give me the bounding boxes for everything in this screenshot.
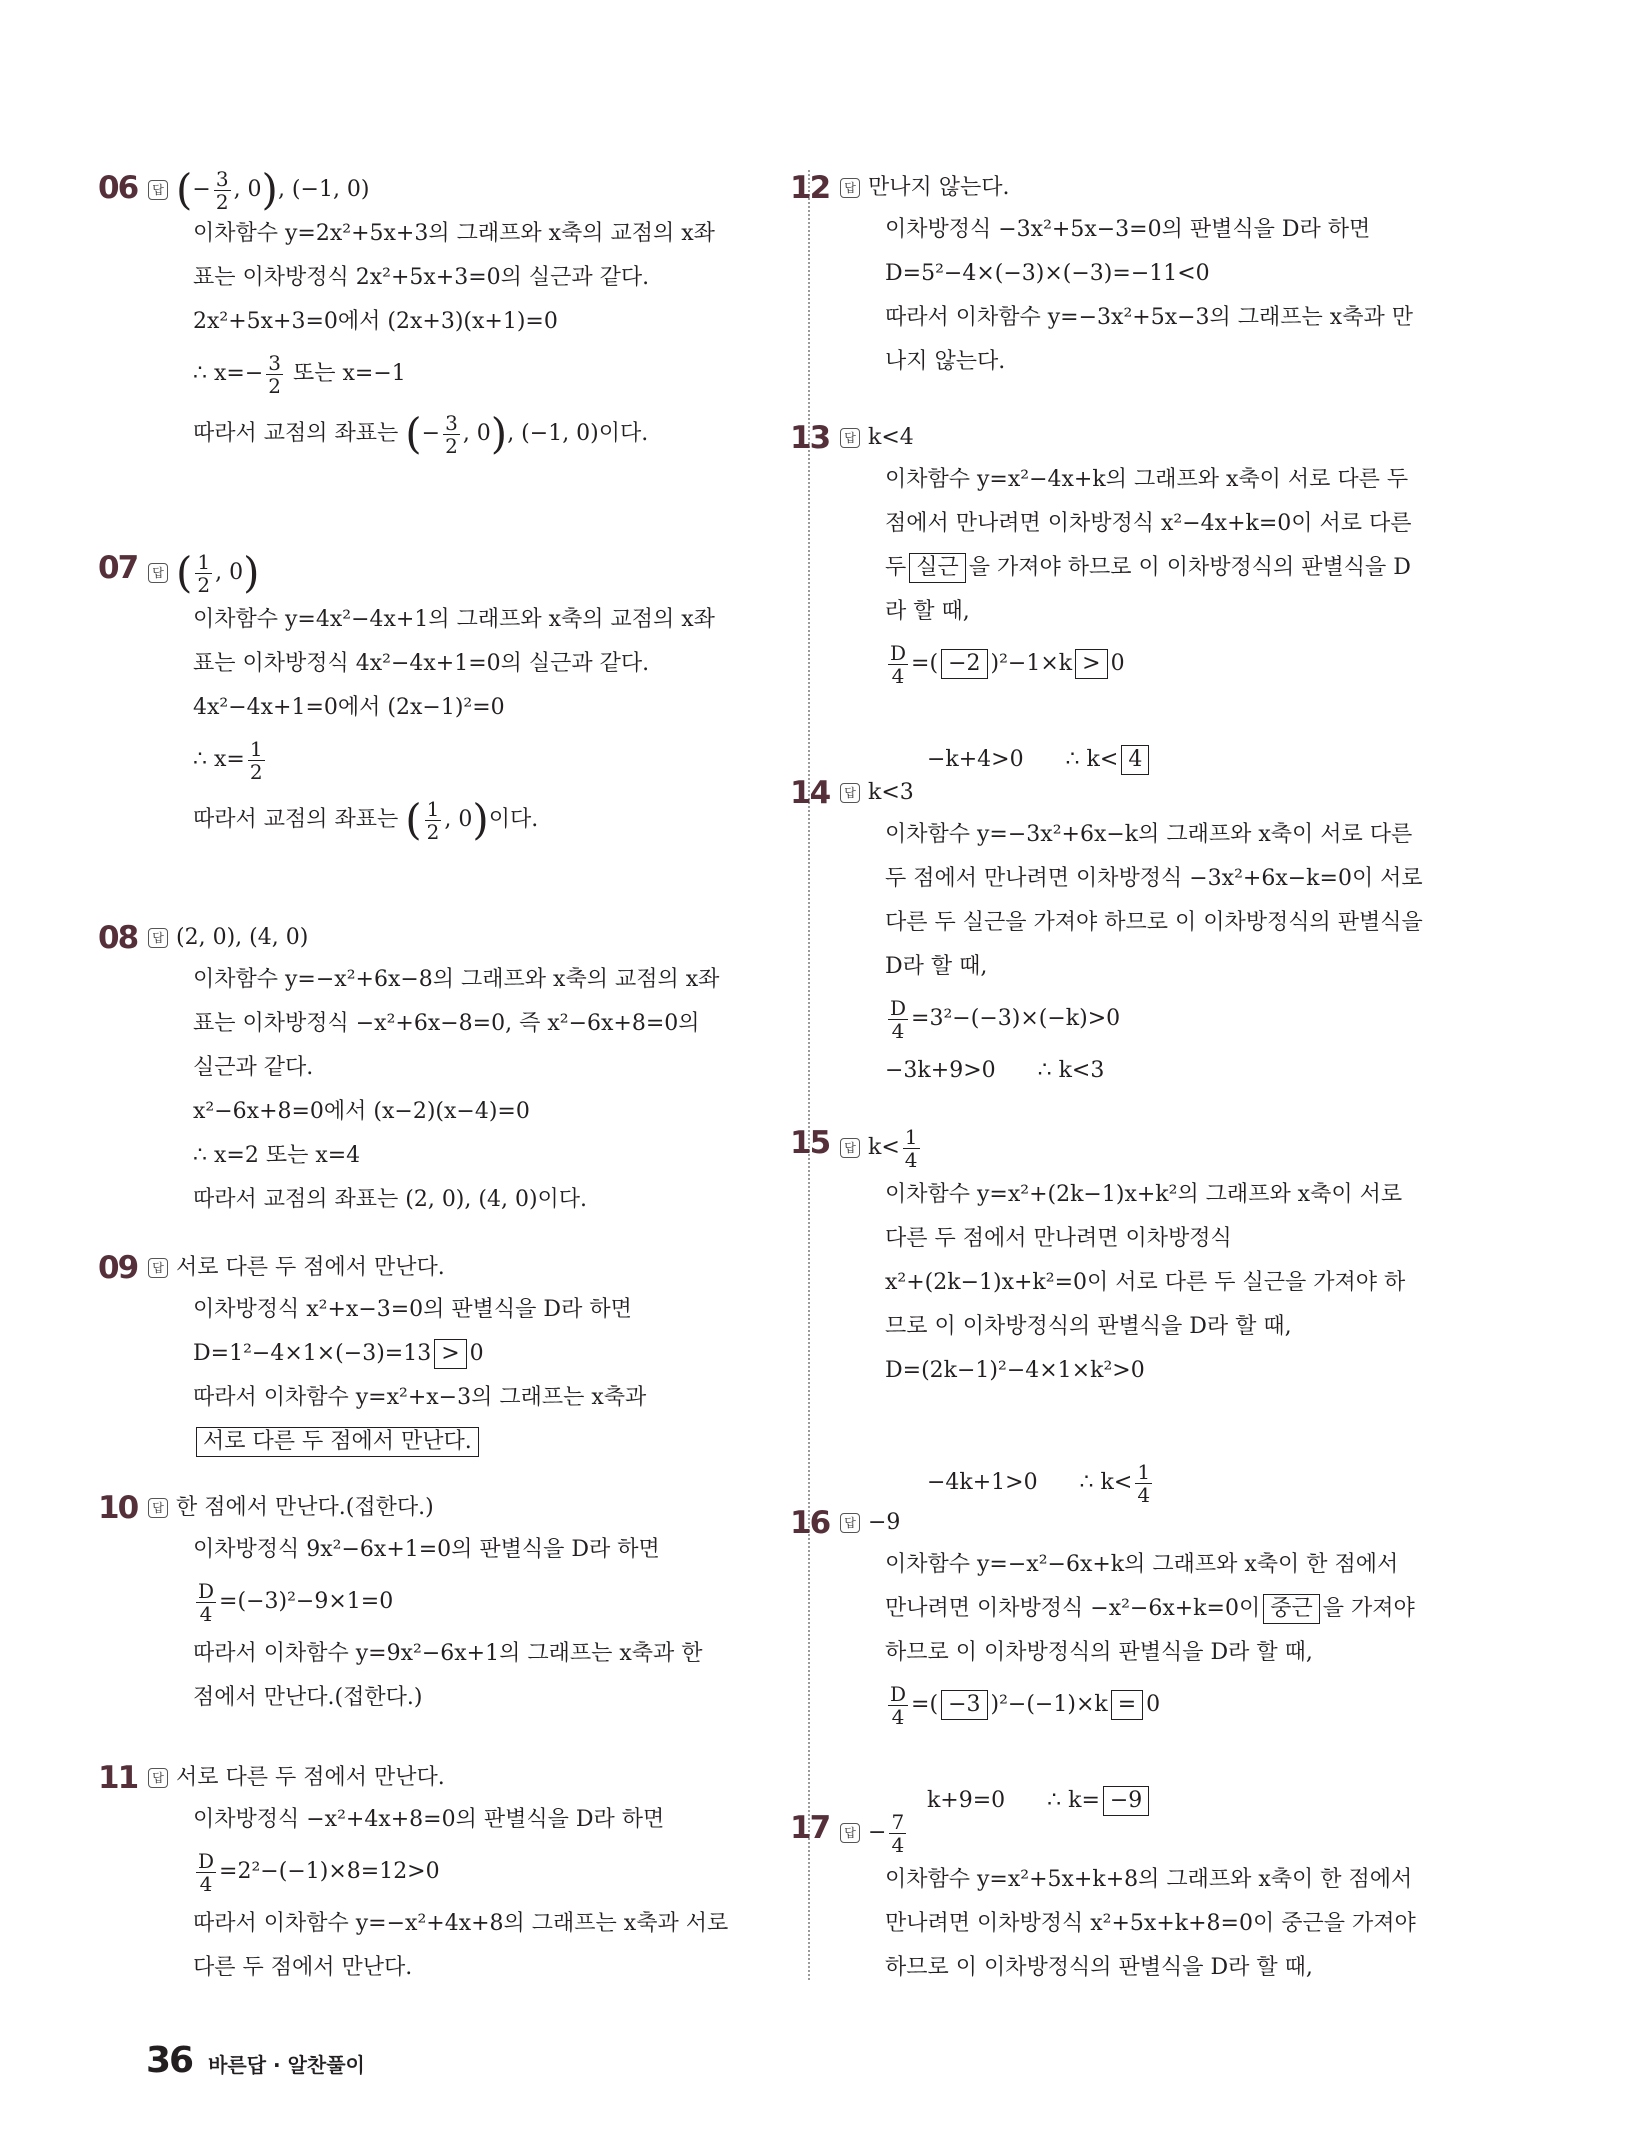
answer-line: 답 서로 다른 두 점에서 만난다. [148,1758,780,1798]
text-line: 2x²+5x+3=0에서 (2x+3)(x+1)=0 [193,309,558,334]
text-line: −k+4>0 ∴ k< 4 [885,694,1480,826]
text-line: 따라서 이차함수 y=−3x²+5x−3의 그래프는 x축과 만 [885,305,1413,330]
text-line: D라 할 때, [885,954,988,979]
text-line: 이차함수 y=−x²+6x−8의 그래프와 x축의 교점의 x좌 [193,967,720,992]
answer-icon: 답 [148,1258,168,1278]
left-column [98,165,780,1990]
answer-line: 답 만나지 않는다. [840,168,1480,208]
problem-number: 11 [98,1760,138,1796]
answer-icon: 답 [840,178,860,198]
problem-number: 14 [790,775,830,811]
answer-line: 답 k<3 [840,773,1480,813]
text-line: 이차함수 y=x²+(2k−1)x+k²의 그래프와 x축이 서로 [885,1182,1403,1207]
answer-icon: 답 [840,1513,860,1533]
text-line: 두 점에서 만나려면 이차방정식 −3x²+6x−k=0이 서로 [885,866,1423,891]
text-line: 이차방정식 9x²−6x+1=0의 판별식을 D라 하면 [193,1537,660,1562]
text-line: $\frac{D}{4}$ =( −2 )²−1×k > 0 [890,640,1125,688]
answer-line: 답 −9 [840,1503,1480,1543]
text-line: 이차방정식 x²+x−3=0의 판별식을 D라 하면 [193,1297,632,1322]
problem-17 [790,1808,1480,1990]
text-line: ∴ x=− $\frac{3}{2}$ 또는 x=−1 [193,350,406,398]
answer-icon: 답 [840,428,860,448]
text-line: 이차방정식 −x²+4x+8=0의 판별식을 D라 하면 [193,1807,665,1832]
text-line: $\frac{D}{4}$ =2²−(−1)×8=12>0 [198,1848,440,1896]
answer-icon: 답 [148,1768,168,1788]
answer-icon: 답 [840,783,860,803]
text-line: 따라서 이차함수 y=x²+x−3의 그래프는 x축과 [193,1385,647,1410]
answer-box: > [1075,649,1107,679]
text-line: 이차함수 y=2x²+5x+3의 그래프와 x축의 교점의 x좌 [193,221,715,246]
text-line: 이차방정식 −3x²+5x−3=0의 판별식을 D라 하면 [885,217,1371,242]
text-line: $\frac{D}{4}$ =3²−(−3)×(−k)>0 [890,995,1121,1043]
text-line: 점에서 만난다.(접한다.) [193,1685,423,1710]
text-line: ∴ x=2 또는 x=4 [193,1143,361,1168]
text-line: 이차함수 y=−3x²+6x−k의 그래프와 x축이 서로 다른 [885,822,1413,847]
problem-number: 09 [98,1250,138,1286]
text-line: D=(2k−1)²−4×1×k²>0 [885,1358,1145,1383]
answer-icon: 답 [148,928,168,948]
text-line: −4k+1>0 ∴ k< $\frac{1}{4}$ [926,1459,1151,1507]
text-line: 라 할 때, [885,599,970,624]
answer-line: 답 k<4 [840,418,1480,458]
text-line: 이차함수 y=−x²−6x+k의 그래프와 x축이 한 점에서 [885,1552,1399,1577]
answer-box: 중근 [1263,1594,1320,1624]
text-line: 나지 않는다. [885,349,1006,374]
answer-icon: 답 [148,563,168,583]
answer-box: 실근 [909,553,966,583]
problem-09 [98,1248,780,1488]
text-line: 따라서 교점의 좌표는 (2, 0), (4, 0)이다. [193,1187,588,1212]
text-line: x²+(2k−1)x+k²=0이 서로 다른 두 실근을 가져야 하 [885,1270,1406,1295]
answer-box: > [434,1339,466,1369]
answer-box: −2 [941,649,987,679]
problem-12 [790,168,1480,418]
text-line: ∴ x= $\frac{1}{2}$ [193,736,263,784]
answer-line: 답 ( − $\frac{3}{2}$ , 0 ) , (−1, 0) [148,168,780,212]
answer-line: 답 ( $\frac{1}{2}$ , 0 ) [148,548,780,598]
text-line: 표는 이차방정식 −x²+6x−8=0, 즉 x²−6x+8=0의 [193,1011,700,1036]
problem-number: 12 [790,170,830,206]
text-line: 따라서 교점의 좌표는 ( $\frac{1}{2}$ , 0)이다. [193,795,539,844]
problem-08 [98,918,780,1248]
text-line: −3k+9>0 ∴ k<3 [885,1058,1105,1083]
text-line: $\frac{D}{4}$ =( −3 )²−(−1)×k = 0 [890,1681,1161,1729]
problem-number: 10 [98,1490,138,1526]
text-line: 만나려면 이차방정식 x²+5x+k+8=0이 중근을 가져야 [885,1911,1416,1936]
text-line: 다른 두 점에서 만난다. [193,1955,413,1980]
text-line: 다른 두 점에서 만나려면 이차방정식 [885,1226,1232,1251]
problem-13 [790,418,1480,773]
problem-15 [790,1123,1480,1507]
answer-line: 답 서로 다른 두 점에서 만난다. [148,1248,780,1288]
text-line: 하므로 이 이차방정식의 판별식을 D라 할 때, [885,1640,1313,1665]
answer-icon: 답 [148,1498,168,1518]
text-line: 두 실근 을 가져야 하므로 이 이차방정식의 판별식을 D [885,546,1480,590]
right-column [790,168,1480,1990]
text-line: 따라서 이차함수 y=9x²−6x+1의 그래프는 x축과 한 [193,1641,703,1666]
problem-14 [790,773,1480,1123]
answer-icon: 답 [148,180,168,200]
text-line: 다른 두 실근을 가져야 하므로 이 이차방정식의 판별식을 [885,910,1423,935]
answer-line: 답 − $\frac{7}{4}$ [840,1808,1480,1858]
text-line: 이차함수 y=x²+5x+k+8의 그래프와 x축이 한 점에서 [885,1867,1413,1892]
text-line: $\frac{D}{4}$ =(−3)²−9×1=0 [198,1578,394,1626]
text-line: 표는 이차방정식 4x²−4x+1=0의 실근과 같다. [193,651,650,676]
text-line: 따라서 교점의 좌표는 (− $\frac{3}{2}$ , 0), (−1, 0)이다. [193,409,649,458]
text-line [193,1420,780,1464]
answer-icon: 답 [840,1823,860,1843]
fraction: $\frac{3}{2}$ [215,166,229,214]
problem-number: 17 [790,1810,830,1846]
text-line: 실근과 같다. [193,1055,314,1080]
problem-number: 07 [98,550,138,586]
problem-number: 08 [98,920,138,956]
page-footer [146,2040,365,2081]
text-line: 표는 이차방정식 2x²+5x+3=0의 실근과 같다. [193,265,650,290]
answer-line: 답 (2, 0), (4, 0) [148,918,780,958]
problem-10 [98,1488,780,1758]
text-line: k+9=0 ∴ k= −9 [885,1735,1480,1867]
problem-06 [98,165,780,548]
text-line: 만나려면 이차방정식 −x²−6x+k=0이 중근 을 가져야 [885,1587,1480,1631]
problem-number: 15 [790,1125,830,1161]
problem-11 [98,1758,780,1990]
page-number: 36 [146,2040,193,2081]
problem-16 [790,1503,1480,1813]
text-line: 이차함수 y=x²−4x+k의 그래프와 x축이 서로 다른 두 [885,467,1409,492]
problem-07 [98,548,780,918]
answer-box: = [1111,1690,1143,1720]
answer-icon: 답 [840,1138,860,1158]
answer-line: 답 한 점에서 만난다.(접한다.) [148,1488,780,1528]
text-line: 따라서 이차함수 y=−x²+4x+8의 그래프는 x축과 서로 [193,1911,729,1936]
text-line: D=5²−4×(−3)×(−3)=−11<0 [885,261,1210,286]
problem-number: 13 [790,420,830,456]
text-line: 므로 이 이차방정식의 판별식을 D라 할 때, [885,1314,1292,1339]
text-line: x²−6x+8=0에서 (x−2)(x−4)=0 [193,1099,530,1124]
answer-box: −3 [941,1690,987,1720]
text-line: D=1²−4×1×(−3)=13 > 0 [193,1332,780,1376]
answer-line: 답 k< $\frac{1}{4}$ [840,1123,1480,1173]
text-line: 하므로 이 이차방정식의 판별식을 D라 할 때, [885,1955,1313,1980]
answer-box: 4 [1121,745,1149,775]
problem-number: 16 [790,1505,830,1541]
answer-box: −9 [1103,1786,1149,1816]
problem-number: 06 [98,170,138,206]
text-line: 점에서 만나려면 이차방정식 x²−4x+k=0이 서로 다른 [885,511,1412,536]
book-title: 바른답 · 알찬풀이 [208,2053,365,2077]
answer-box: 서로 다른 두 점에서 만난다. [196,1427,479,1457]
text-line: 이차함수 y=4x²−4x+1의 그래프와 x축의 교점의 x좌 [193,607,715,632]
text-line: 4x²−4x+1=0에서 (2x−1)²=0 [193,695,505,720]
